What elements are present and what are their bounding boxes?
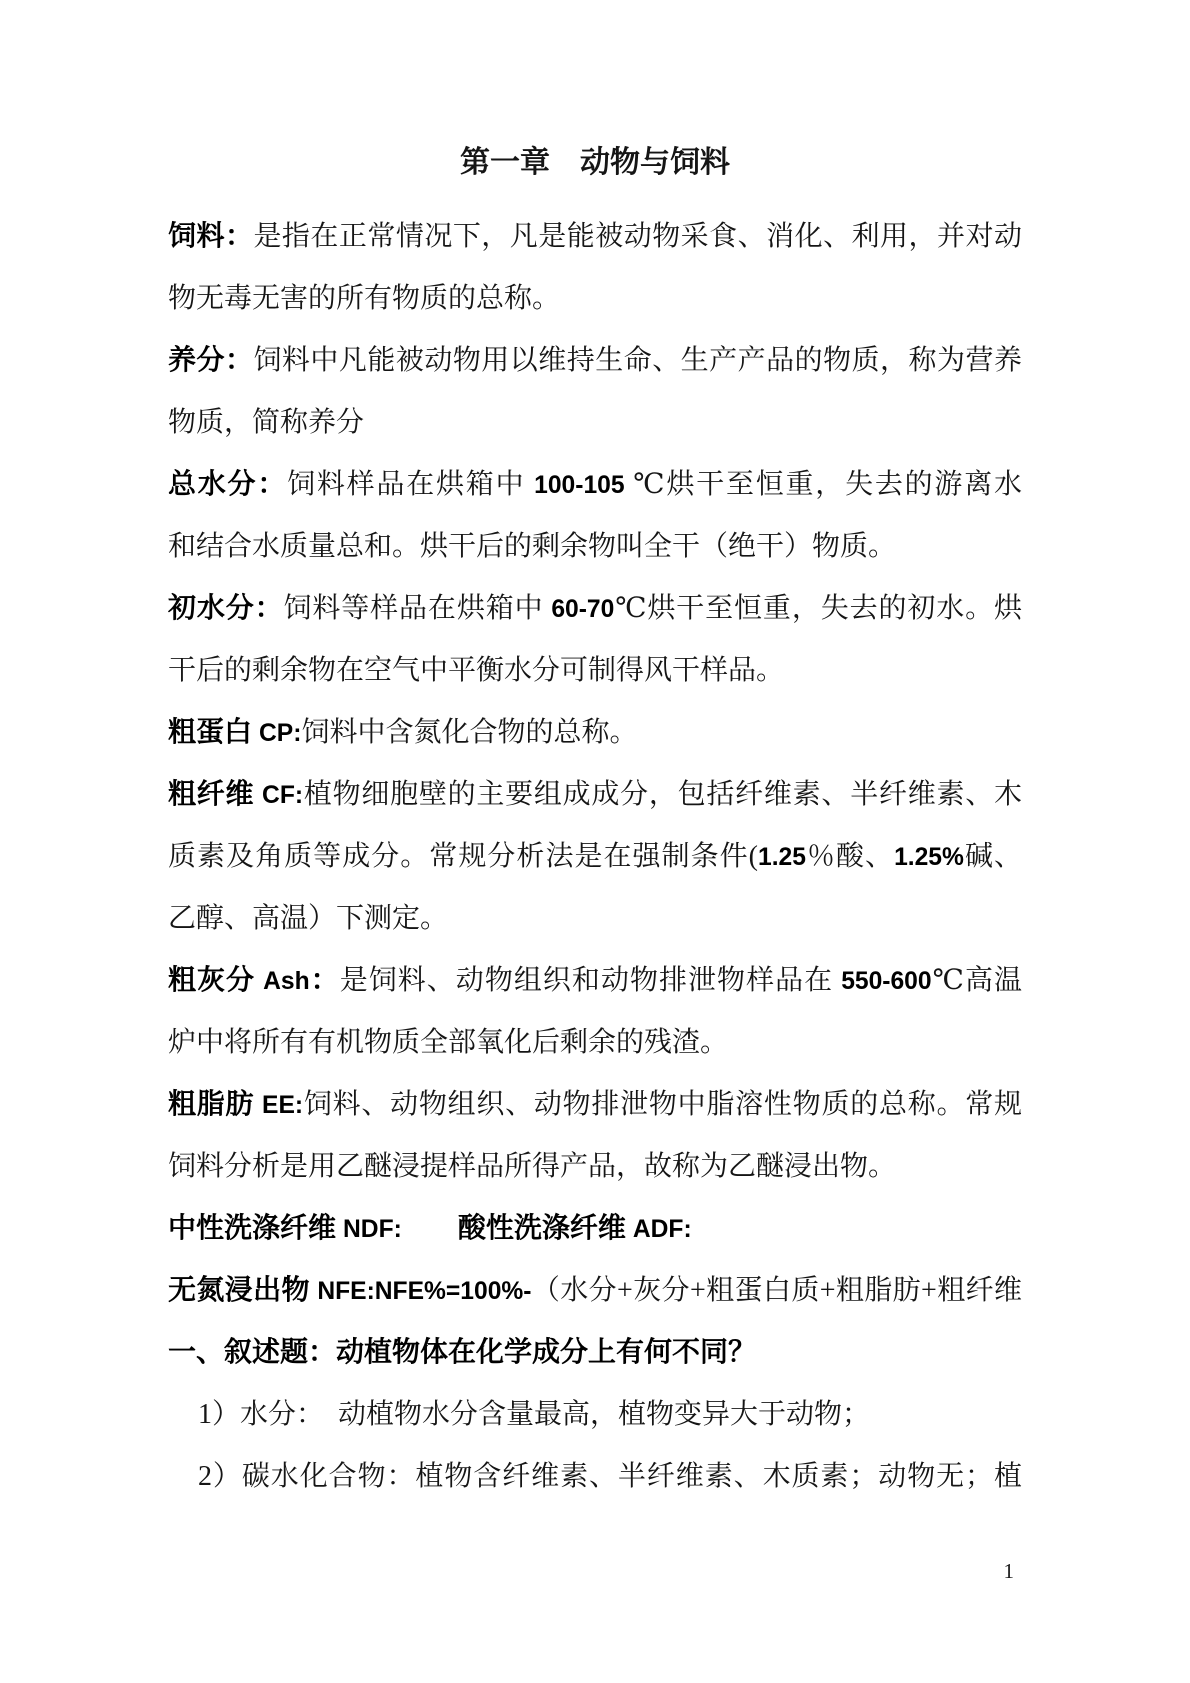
latin-abbrev-text: NDF: [343, 1216, 402, 1243]
text-line [168, 454, 1022, 516]
term-bold-text: 初水分： [168, 593, 284, 624]
document-lines [168, 206, 1022, 1508]
body-text [402, 1213, 458, 1244]
term-bold-text: 一、叙述题：动植物体在化学成分上有何不同？ [168, 1337, 757, 1368]
body-text: 饲料、动物组织、动物排泄物中脂溶性物质的总称。常规 [303, 1089, 1022, 1120]
latin-abbrev-text: 60-70 [551, 596, 615, 623]
body-text: 是饲料、动物组织和动物排泄物样品在 [339, 965, 842, 996]
text-line [168, 392, 1022, 454]
term-bold-text: 粗灰分 [168, 965, 264, 996]
term-bold-text: 中性洗涤纤维 [168, 1213, 344, 1244]
body-text: 物无毒无害的所有物质的总称。 [168, 283, 561, 314]
body-text: 和结合水质量总和。烘干后的剩余物叫全干（绝干）物质。 [168, 531, 897, 562]
latin-abbrev-text: 550-600 [841, 968, 932, 995]
body-text: 干后的剩余物在空气中平衡水分可制得风干样品。 [168, 655, 785, 686]
latin-abbrev-text: CP: [259, 720, 302, 747]
text-line [168, 764, 1022, 826]
body-text: 乙醇、高温）下测定。 [168, 903, 449, 934]
text-line [168, 702, 1022, 764]
term-bold-text: 粗脂肪 [168, 1089, 263, 1120]
text-line [168, 950, 1022, 1012]
term-bold-text: 总水分： [168, 469, 288, 500]
text-line [168, 268, 1022, 330]
latin-abbrev-text: 100-105 [534, 472, 625, 499]
text-line [168, 640, 1022, 702]
text-line [168, 206, 1022, 268]
body-text: 2）碳水化合物：植物含纤维素、半纤维素、木质素；动物无；植 [198, 1461, 1022, 1492]
text-line [168, 578, 1022, 640]
body-text: 饲料中凡能被动物用以维持生命、生产产品的物质，称为营养 [253, 345, 1022, 376]
latin-abbrev-text: 1.25% [894, 844, 964, 871]
text-line [168, 1260, 1022, 1322]
body-text: 饲料等样品在烘箱中 [283, 593, 552, 624]
text-line [168, 1198, 1022, 1260]
term-bold-text: 养分： [168, 345, 254, 376]
text-line [168, 1446, 1022, 1508]
page-number-footer: 1 [1003, 1559, 1014, 1583]
body-text: 碱、 [963, 841, 1022, 872]
text-line [168, 516, 1022, 578]
body-text: 植物细胞壁的主要组成成分，包括纤维素、半纤维素、木 [303, 779, 1022, 810]
term-bold-text: 酸性洗涤纤维 [457, 1213, 633, 1244]
body-text: 饲料样品在烘箱中 [287, 469, 535, 500]
page-title: 第一章 动物与饲料 [460, 146, 730, 179]
latin-abbrev-text: ADF: [632, 1216, 692, 1243]
body-text: ℃烘干至恒重，失去的初水。烘 [614, 593, 1022, 624]
term-bold-text: ： [309, 965, 340, 996]
latin-abbrev-text: 1.25 [758, 844, 806, 871]
document-body [168, 130, 1022, 1508]
term-bold-text: 粗蛋白 [168, 717, 260, 748]
term-bold-text: 饲料： [168, 221, 254, 252]
text-line [168, 1322, 1022, 1384]
latin-abbrev-text: EE: [262, 1092, 304, 1119]
body-text: （水分+灰分+粗蛋白质+粗脂肪+粗纤维 [531, 1275, 1022, 1306]
text-line [168, 1074, 1022, 1136]
body-text: ℃高温 [931, 965, 1022, 996]
text-line [168, 888, 1022, 950]
term-bold-text: 粗纤维 [168, 779, 263, 810]
text-line [168, 330, 1022, 392]
body-text: 1）水分： 动植物水分含量最高，植物变异大于动物； [198, 1399, 871, 1430]
text-line [168, 1136, 1022, 1198]
body-text: 质素及角质等成分。常规分析法是在强制条件( [168, 841, 758, 872]
body-text: ℃烘干至恒重，失去的游离水 [624, 469, 1022, 500]
body-text: ％酸、 [805, 841, 895, 872]
text-line [168, 826, 1022, 888]
text-line [168, 1384, 1022, 1446]
latin-abbrev-text: CF: [262, 782, 304, 809]
body-text: 饲料分析是用乙醚浸提样品所得产品，故称为乙醚浸出物。 [168, 1151, 897, 1182]
body-text: 物质，简称养分 [168, 407, 365, 438]
latin-abbrev-text: NFE:NFE%=100%- [317, 1278, 532, 1305]
body-text: 饲料中含氮化合物的总称。 [301, 717, 638, 748]
body-text: 是指在正常情况下，凡是能被动物采食、消化、利用，并对动 [253, 221, 1022, 252]
term-bold-text: 无氮浸出物 [168, 1275, 318, 1306]
text-line [168, 1012, 1022, 1074]
body-text: 炉中将所有有机物质全部氧化后剩余的残渣。 [168, 1027, 729, 1058]
latin-abbrev-text: Ash [263, 968, 310, 995]
